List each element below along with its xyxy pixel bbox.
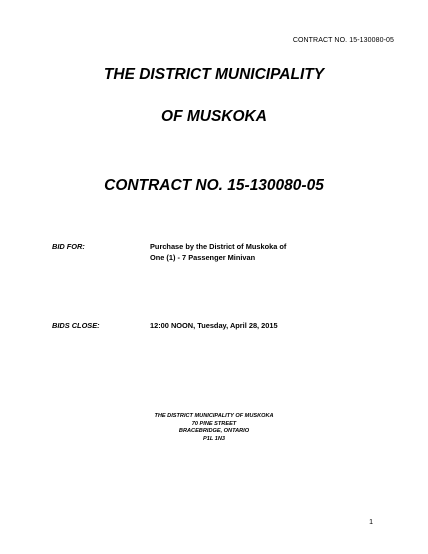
title-municipality: THE DISTRICT MUNICIPALITY <box>103 66 325 83</box>
title-muskoka: OF MUSKOKA <box>161 108 267 125</box>
header-contract-number: CONTRACT NO. 15-130080-05 <box>292 37 394 44</box>
bids-close-label: BIDS CLOSE: <box>52 321 100 330</box>
address-line-1: THE DISTRICT MUNICIPALITY OF MUSKOKA <box>154 413 274 419</box>
bid-for-label: BID FOR: <box>52 242 85 251</box>
title-contract-number: CONTRACT NO. 15-130080-05 <box>104 177 324 194</box>
bid-for-value <box>150 242 286 263</box>
bid-for-line-1: Purchase by the District of Muskoka of <box>150 242 287 251</box>
address-block <box>0 413 428 443</box>
address-line-4: P1L 1N3 <box>203 435 225 442</box>
bids-close-value: 12:00 NOON, Tuesday, April 28, 2015 <box>150 321 278 330</box>
bid-for-line-2: One (1) - 7 Passenger Minivan <box>150 252 256 262</box>
address-line-2: 70 PINE STREET <box>191 420 237 427</box>
page-number: 1 <box>369 519 373 526</box>
address-line-3: BRACEBRIDGE, ONTARIO <box>178 428 250 435</box>
